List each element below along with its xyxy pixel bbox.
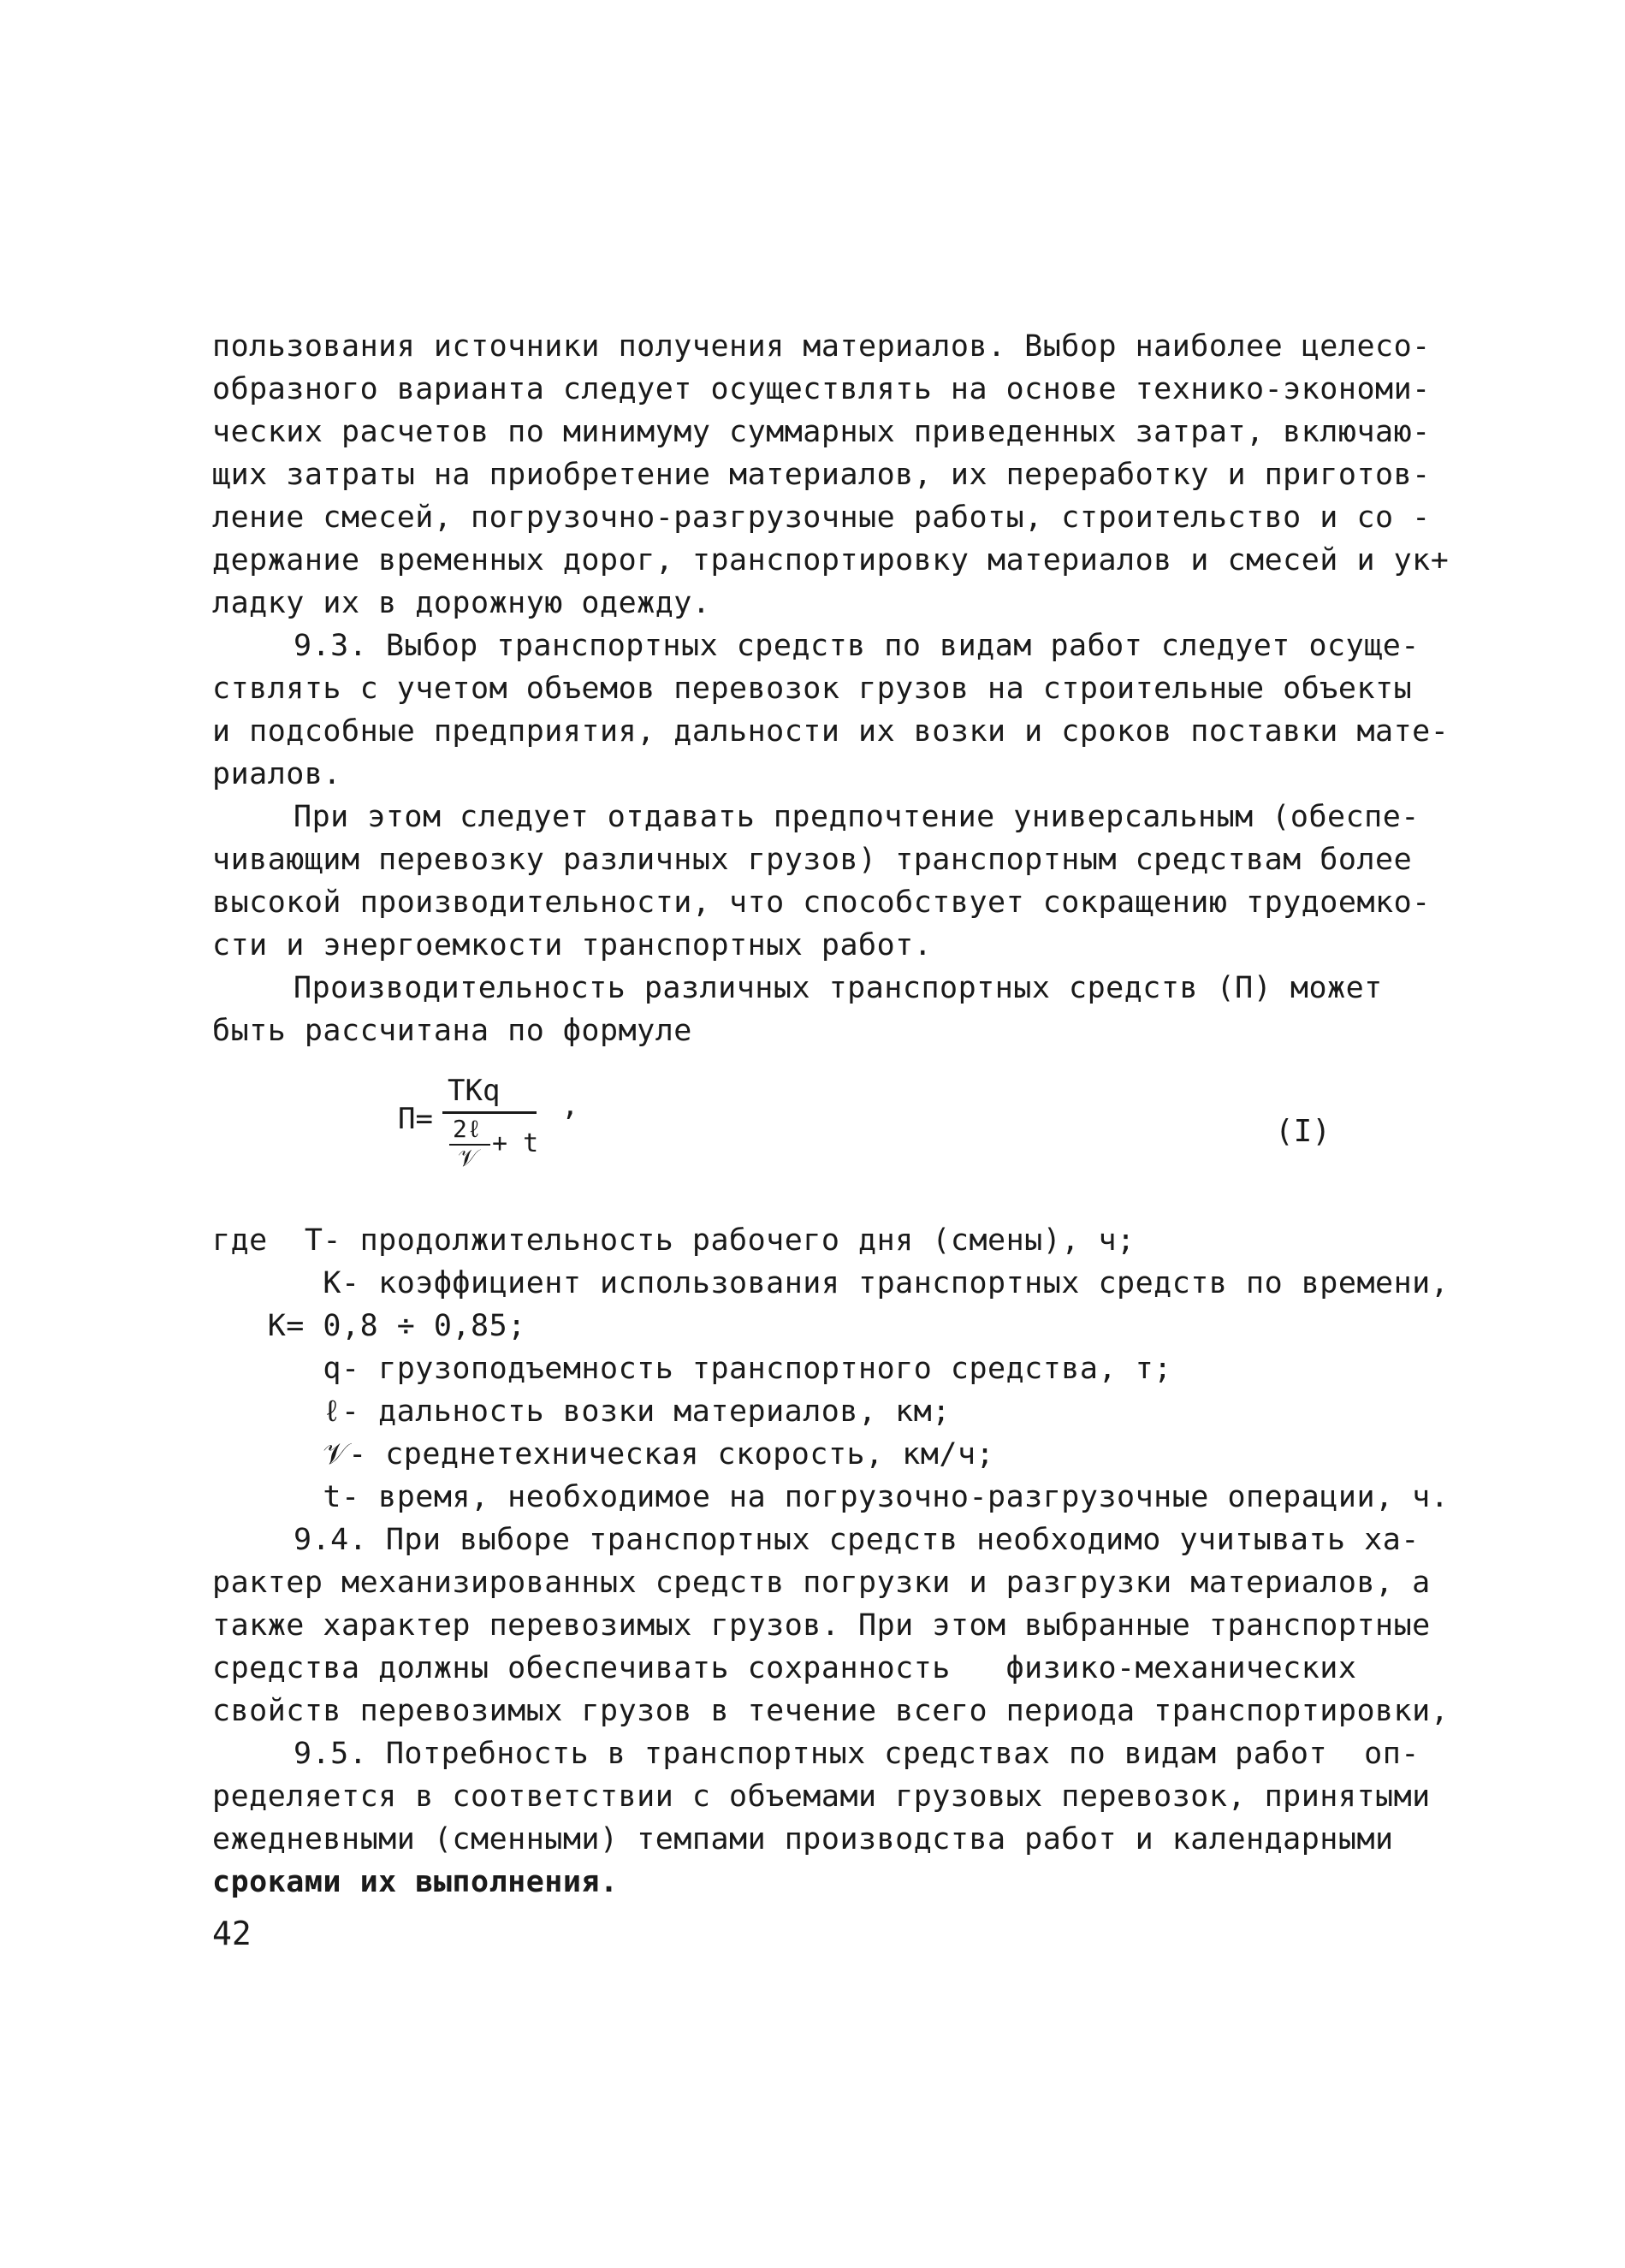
definition-line: где T- продолжительность рабочего дня (смены), ч; (212, 1223, 1136, 1258)
text-line: сти и энергоемкости транспортных работ. (212, 928, 933, 962)
definition-line: t- время, необходимое на погрузочно-разгрузочные операции, ч. (212, 1480, 1450, 1514)
text-line: чивающим перевозку различных грузов) транспортным средствам более (212, 843, 1413, 877)
section-9-5-line: 9.5. Потребность в транспортных средствах по видам работ оп- (294, 1737, 1420, 1771)
formula-denominator (448, 1115, 567, 1183)
definition-line: ℓ- дальность возки материалов, км; (212, 1395, 951, 1429)
text-line: быть рассчитана по формуле (212, 1014, 692, 1048)
text-line: рактер механизированных средств погрузки и разгрузки материалов, а (212, 1566, 1431, 1600)
definition-line: K- коэффициент использования транспортных средств по времени, (212, 1266, 1450, 1300)
text-line: образного варианта следует осуществлять на основе технико-экономи- (212, 372, 1431, 406)
text-line: При этом следует отдавать предпочтение универсальным (обеспе- (294, 800, 1420, 834)
definition-line: 𝒱- среднетехническая скорость, км/ч; (212, 1437, 995, 1472)
formula-fraction-bar (442, 1111, 537, 1114)
text-line: сроками их выполнения. (212, 1865, 619, 1899)
text-line: ление смесей, погрузочно-разгрузочные работы, строительство и со - (212, 500, 1431, 535)
text-line: свойств перевозимых грузов в течение всего периода транспортировки, (212, 1694, 1450, 1728)
formula-lhs: П= (398, 1102, 433, 1136)
formula-inner-numerator: 2ℓ (453, 1115, 482, 1143)
text-line: Производительность различных транспортных средств (П) может (294, 971, 1383, 1005)
text-line: средства должны обеспечивать сохранность физико-механических (212, 1651, 1357, 1685)
formula-denominator-rest: + t (492, 1128, 539, 1158)
definition-line: K= 0,8 ÷ 0,85; (212, 1309, 526, 1343)
definition-line: q- грузоподъемность транспортного средства, т; (212, 1352, 1172, 1386)
text-line: ческих расчетов по минимуму суммарных приведенных затрат, включаю- (212, 415, 1431, 449)
text-line: пользования источники получения материалов. Выбор наиболее целесо- (212, 329, 1431, 364)
page-number: 42 (212, 1915, 252, 1952)
text-line: также характер перевозимых грузов. При этом выбранные транспортные (212, 1608, 1431, 1643)
text-line: держание временных дорог, транспортировку материалов и смесей и ук+ (212, 543, 1450, 577)
formula-number: (I) (1275, 1114, 1331, 1149)
text-line: и подсобные предприятия, дальности их возки и сроков поставки мате- (212, 714, 1450, 749)
section-9-3-line: 9.3. Выбор транспортных средств по видам работ следует осуще- (294, 629, 1420, 663)
text-line: ладку их в дорожную одежду. (212, 586, 711, 620)
text-line: ределяется в соответствии с объемами грузовых перевозок, принятыми (212, 1779, 1431, 1814)
formula-inner-denominator: 𝒱 (458, 1144, 478, 1172)
formula-numerator: TKq (448, 1074, 501, 1108)
formula-comma: , (561, 1088, 579, 1122)
section-9-4-line: 9.4. При выборе транспортных средств необходимо учитывать ха- (294, 1523, 1420, 1557)
text-line: риалов. (212, 757, 342, 791)
text-line: ствлять с учетом объемов перевозок грузов на строительные объекты (212, 672, 1413, 706)
text-line: высокой производительности, что способствует сокращению трудоемко- (212, 885, 1431, 920)
text-line: ежедневными (сменными) темпами производства работ и календарными (212, 1822, 1394, 1856)
text-line: щих затраты на приобретение материалов, их переработку и приготов- (212, 458, 1431, 492)
